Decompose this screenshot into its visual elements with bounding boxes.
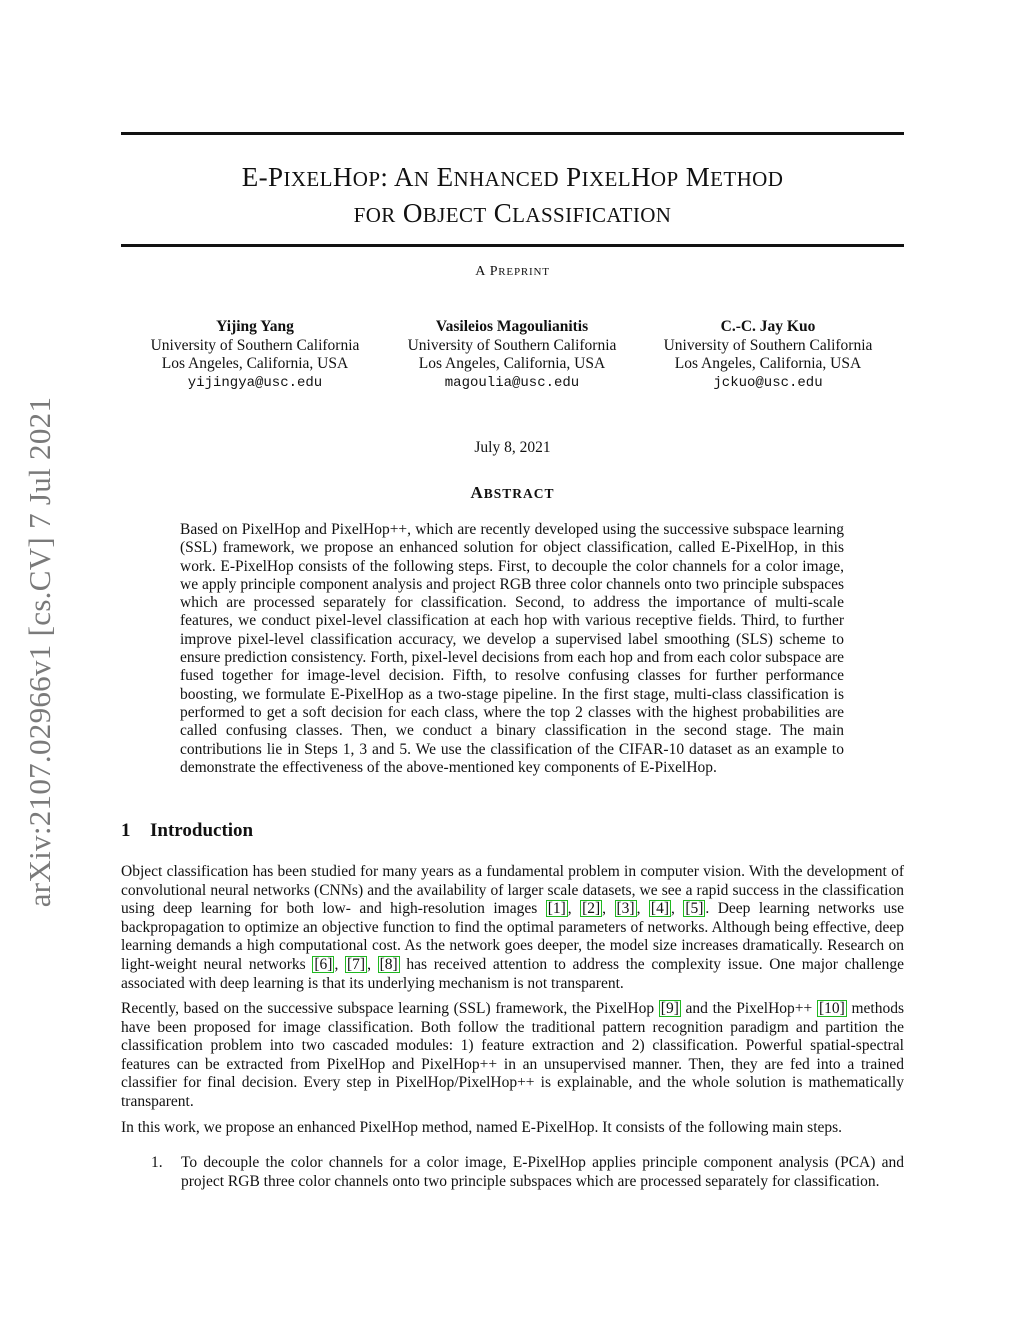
- preprint-label: A PREPRINT: [475, 264, 550, 279]
- small-caps-run: FOR: [353, 203, 396, 227]
- small-caps-run: OP: [352, 167, 381, 191]
- citation-link[interactable]: [1]: [547, 900, 566, 918]
- small-caps-run: IXEL: [581, 167, 631, 191]
- citation-link[interactable]: [9]: [660, 1000, 679, 1017]
- author-affiliation: University of Southern California: [663, 336, 873, 354]
- author-name: C.-C. Jay Kuo: [720, 318, 816, 335]
- publication-date: July 8, 2021: [474, 439, 551, 456]
- author-block-2: [382, 318, 642, 392]
- section-title: Introduction: [150, 820, 254, 841]
- citation-link[interactable]: [4]: [650, 900, 669, 918]
- intro-paragraph-3: In this work, we propose an enhanced PixelHop method, named E-PixelHop. It consists of the following main steps.: [121, 1119, 843, 1136]
- author-block-1: [125, 318, 385, 392]
- small-caps-run: NHANCED: [453, 167, 559, 191]
- small-caps-run: BSTRACT: [483, 486, 555, 501]
- citation-link[interactable]: [6]: [314, 955, 333, 973]
- small-caps-run: N: [413, 167, 430, 191]
- title-line-1: E-PIXELHOP: AN ENHANCED PIXELHOP METHOD: [241, 162, 784, 192]
- title-top-rule: [121, 132, 904, 135]
- author-affiliation: University of Southern California: [407, 336, 617, 354]
- citation-link[interactable]: [5]: [685, 900, 704, 918]
- citation-link[interactable]: [10]: [818, 1000, 845, 1017]
- small-caps-run: BJECT: [422, 203, 487, 227]
- author-affiliation: University of Southern California: [150, 336, 360, 354]
- small-caps-run: IXEL: [283, 167, 333, 191]
- intro-paragraph-1: Object classification has been studied for many years as a fundamental problem in computer vision. With the development of convolutional neural networks (CNNs) and the availability of larger scale datasets, we see a rapid success in the classification using deep learning for both low- and high-resolution images [1] , [2] , [3] , [4] , [5] . Deep learning networks use backpropagation to optimize an objective function to find the optimal parameters of networks. Although being effective, deep learning demands a high computational cost. As the network goes deeper, the model size increases dramatically. Research on light-weight neural networks [6] , [7] , [8] has received attention to address the complexity issue. One major challenge associated with deep learning is that its underlying mechanism is not transparent.: [121, 863, 905, 992]
- small-caps-run: LASSIFICATION: [512, 203, 672, 227]
- author-location: Los Angeles, California, USA: [674, 355, 862, 372]
- section-number: 1: [121, 820, 131, 841]
- title-bottom-rule: [121, 244, 904, 247]
- author-location: Los Angeles, California, USA: [418, 355, 606, 372]
- author-location: Los Angeles, California, USA: [161, 355, 349, 372]
- author-email[interactable]: magoulia@usc.edu: [444, 374, 580, 391]
- title-line-2: FOR OBJECT CLASSIFICATION: [353, 198, 672, 228]
- small-caps-run: OP: [650, 167, 679, 191]
- author-block-3: [638, 318, 898, 392]
- small-caps-run: REPRINT: [498, 266, 550, 278]
- steps-list: [151, 1154, 904, 1191]
- author-name: Vasileios Magoulianitis: [435, 318, 589, 335]
- paper-title: [121, 160, 904, 232]
- author-email[interactable]: yijingya@usc.edu: [187, 374, 323, 391]
- citation-link[interactable]: [2]: [582, 900, 601, 918]
- small-caps-run: ETHOD: [710, 167, 784, 191]
- section-heading-introduction: [121, 820, 253, 842]
- list-item-text: To decouple the color channels for a color image, E-PixelHop applies principle component analysis (PCA) and project RGB three color channels onto two principle subspaces which are processed separately for classification.: [181, 1154, 904, 1190]
- abstract-heading: ABSTRACT: [470, 483, 555, 502]
- abstract-text: Based on PixelHop and PixelHop++, which are recently developed using the successive subspace learning (SSL) framework, we propose an enhanced solution for object classification, called E-PixelHop, in this work. E-PixelHop consists of the following steps. First, to decouple the color channels for a color image, we apply principle component analysis and project RGB three color channels onto two principle subspaces which are processed separately for classification. Second, to address the importance of multi-scale features, we conduct pixel-level classification at each hop with various receptive fields. Third, to further improve pixel-level classification accuracy, we develop a supervised label smoothing (SLS) scheme to ensure prediction consistency. Forth, pixel-level decisions from each hop and from each color subspace are fused together for image-level decision. Fifth, to resolve confusing classes for further performance boosting, we formulate E-PixelHop as a two-stage pipeline. In the first stage, multi-class classification is performed to get a soft decision for each class, where the top 2 classes with the highest probabilities are called confusing classes. Then, we conduct a binary classification in the second stage. The main contributions lie in Steps 1, 3 and 5. We use the classification of the CIFAR-10 dataset as an example to demonstrate the effectiveness of the above-mentioned key components of E-PixelHop.: [180, 521, 844, 776]
- arxiv-identifier-stamp: arXiv:2107.02966v1 [cs.CV] 7 Jul 2021: [22, 396, 57, 908]
- citation-link[interactable]: [3]: [616, 900, 635, 918]
- list-item: [151, 1154, 904, 1191]
- author-email[interactable]: jckuo@usc.edu: [713, 374, 823, 391]
- list-marker: 1.: [151, 1154, 163, 1171]
- intro-paragraph-2: Recently, based on the successive subspace learning (SSL) framework, the PixelHop [9] and the PixelHop++ [10] methods have been proposed for image classification. Both follow the traditional pattern recognition paradigm and partition the classification problem into two cascaded modules: 1) feature extraction and 2) classification. Powerful spatial-spectral features can be extracted from PixelHop and PixelHop++ in an unsupervised manner. Then, they are fed into a trained classifier for final decision. Every step in PixelHop/PixelHop++ is explainable, and the whole solution is mathematically transparent.: [121, 1000, 904, 1110]
- author-name: Yijing Yang: [216, 318, 294, 335]
- citation-link[interactable]: [7]: [347, 955, 366, 973]
- citation-link[interactable]: [8]: [379, 955, 398, 973]
